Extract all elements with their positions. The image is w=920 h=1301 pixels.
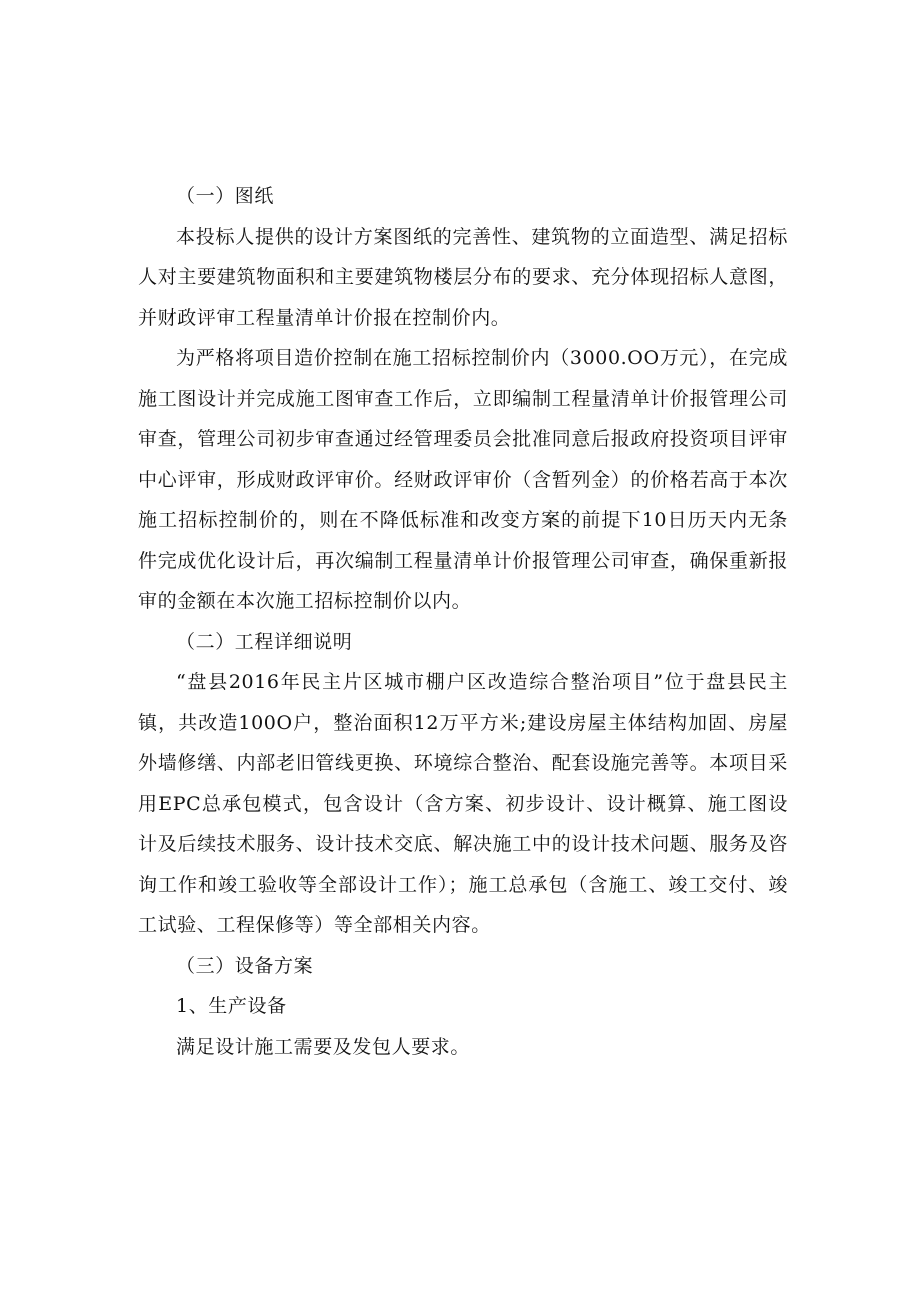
paragraph-cost-control: 为严格将项目造价控制在施工招标控制价内（3000.OO万元），在完成施工图设计并完成施工图审查工作后，立即编制工程量清单计价报管理公司审查，管理公司初步审查通过经管理委员会批准同意后报政府投资项目评审中心评审，形成财政评审价。经财政评审价（含暂列金）的价格若高于本次施工招标控制价的，则在不降低标准和改变方案的前提下10日历天内无条件完成优化设计后，再次编制工程量清单计价报管理公司审查，确保重新报审的金额在本次施工招标控制价以内。: [138, 347, 788, 612]
paragraph-equipment-requirement: 满足设计施工需要及发包人要求。: [176, 1035, 471, 1058]
document-body: [138, 176, 788, 1067]
section-heading-drawings: （一）图纸: [176, 185, 275, 207]
section-heading-equipment-plan: （三）设备方案: [176, 954, 314, 977]
paragraph-project-description: “盘县2016年民主片区城市棚户区改造综合整治项目”位于盘县民主镇，共改造100O户，整治面积12万平方米;建设房屋主体结构加固、房屋外墙修缮、内部老旧管线更换、环境综合整治、配套设施完善等。本项目采用EPC总承包模式，包含设计（含方案、初步设计、设计概算、施工图设计及后续技术服务、设计技术交底、解决施工中的设计技术问题、服务及咨询工作和竣工验收等全部设计工作）；施工总承包（含施工、竣工交付、竣工试验、工程保修等）等全部相关内容。: [138, 671, 788, 936]
subheading-production-equipment: 1、生产设备: [176, 995, 287, 1017]
paragraph-drawings-completeness: 本投标人提供的设计方案图纸的完善性、建筑物的立面造型、满足招标人对主要建筑物面积和主要建筑物楼层分布的要求、充分体现招标人意图，并财政评审工程量清单计价报在控制价内。: [138, 225, 788, 329]
section-heading-project-details: （二）工程详细说明: [176, 630, 353, 653]
